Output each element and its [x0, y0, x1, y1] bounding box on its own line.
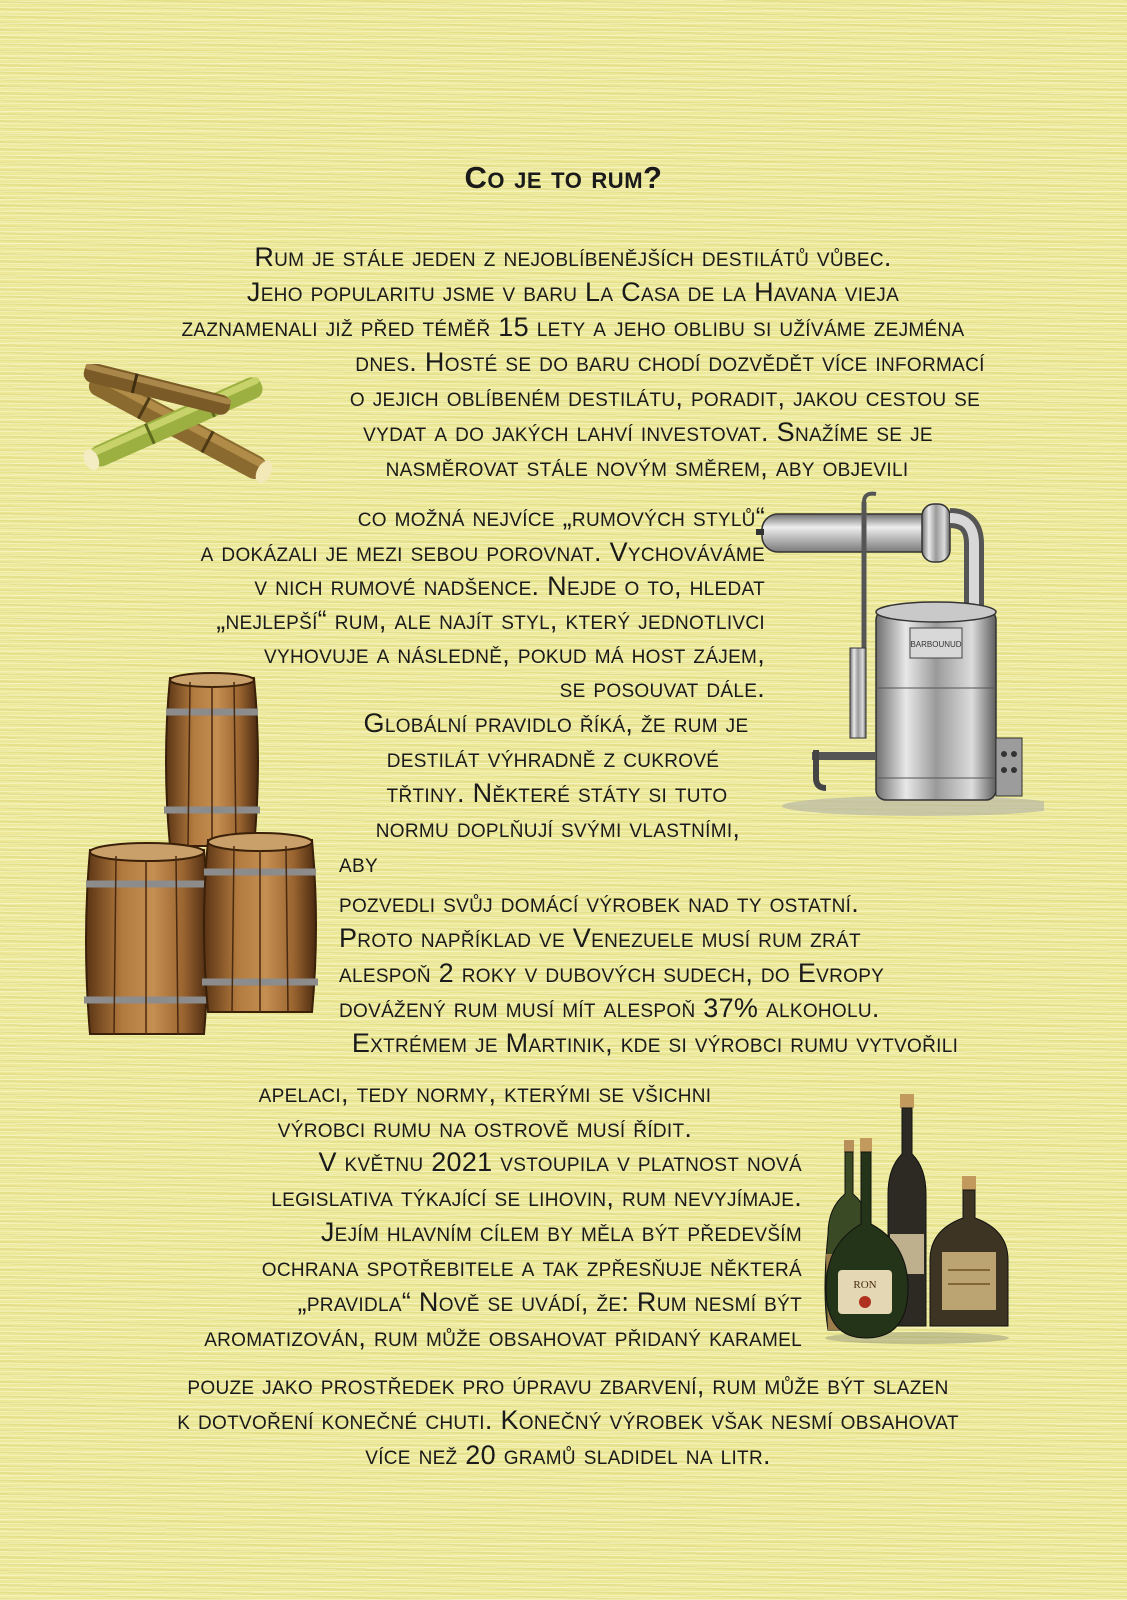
text-line: více než 20 gramů sladidel na litr. — [365, 1440, 771, 1470]
text-line: vydat a do jakých lahví investovat. Snažíme se je — [363, 417, 933, 447]
text-line: „nejlepší“ rum, ale najít styl, který jednotlivci — [216, 605, 765, 635]
text-line: aromatizován, rum může obsahovat přidaný karamel — [204, 1322, 802, 1352]
text-line: alespoň 2 roky v dubových sudech, do Evropy — [339, 958, 885, 988]
text-line: nasměrovat stále novým směrem, aby objevili — [385, 452, 909, 482]
text-line: normu doplňují svými vlastními, — [375, 813, 741, 843]
bottle-label: RON — [853, 1279, 877, 1291]
text-line: destilát výhradně z cukrové — [386, 743, 720, 773]
text-line: „pravidla“ Nově se uvádí, že: Rum nesmí být — [297, 1287, 802, 1317]
text-line: dnes. Hosté se do baru chodí dozvědět více informací — [355, 347, 985, 377]
text-line: Proto například ve Venezuele musí rum zrát — [339, 923, 861, 953]
text-line: třtiny. Některé státy si tuto — [386, 778, 728, 808]
text-line: Extrémem je Martinik, kde si výrobci rumu vytvořili — [351, 1028, 959, 1058]
sugarcane-icon — [74, 364, 284, 488]
text-line: aby — [339, 848, 378, 878]
text-line: legislativa týkající se lihovin, rum nevyjímaje. — [271, 1182, 802, 1212]
text-line: v nich rumové nadšence. Nejde o to, hledat — [254, 571, 765, 601]
text-line: ochrana spotřebitele a tak zpřesňuje některá — [261, 1252, 802, 1282]
still-icon — [752, 488, 1044, 818]
text-line: a dokázali je mezi sebou porovnat. Vychováváme — [200, 537, 765, 567]
text-line: k dotvoření konečné chuti. Konečný výrobek však nesmí obsahovat — [177, 1405, 959, 1435]
text-line: Globální pravidlo říká, že rum je — [363, 708, 749, 738]
bottles-icon — [822, 1094, 1012, 1344]
text-line: pouze jako prostředek pro úpravu zbarvení, rum může být slazen — [187, 1370, 949, 1400]
text-line: Jejím hlavním cílem by měla být především — [320, 1217, 802, 1247]
text-line: pozvedli svůj domácí výrobek nad ty ostatní. — [339, 888, 860, 918]
text-line: výrobci rumu na ostrově musí řídit. — [277, 1113, 693, 1143]
text-line: dovážený rum musí mít alespoň 37% alkoholu. — [339, 993, 880, 1023]
text-line: V květnu 2021 vstoupila v platnost nová — [318, 1147, 802, 1177]
text-line: Jeho popularitu jsme v baru La Casa de la Havana vieja — [246, 277, 900, 307]
text-line: Rum je stále jeden z nejoblíbenějších destilátů vůbec. — [254, 242, 892, 272]
text-line: apelaci, tedy normy, kterými se všichni — [258, 1078, 712, 1108]
page-title: Co je to rum? — [464, 160, 663, 195]
text-line: zaznamenali již před téměř 15 lety a jeho oblibu si užíváme zejména — [181, 312, 965, 342]
text-line: o jejich oblíbeném destilátu, poradit, jakou cestou se — [349, 382, 981, 412]
barrels-icon — [82, 670, 322, 1050]
text-line: vyhovuje a následně, pokud má host zájem, — [264, 639, 765, 669]
text-line: co možná nejvíce „rumových stylů“ — [357, 502, 765, 532]
still-brand-label: BARBOUNUD — [910, 640, 962, 649]
text-line: se posouvat dále. — [559, 673, 765, 703]
